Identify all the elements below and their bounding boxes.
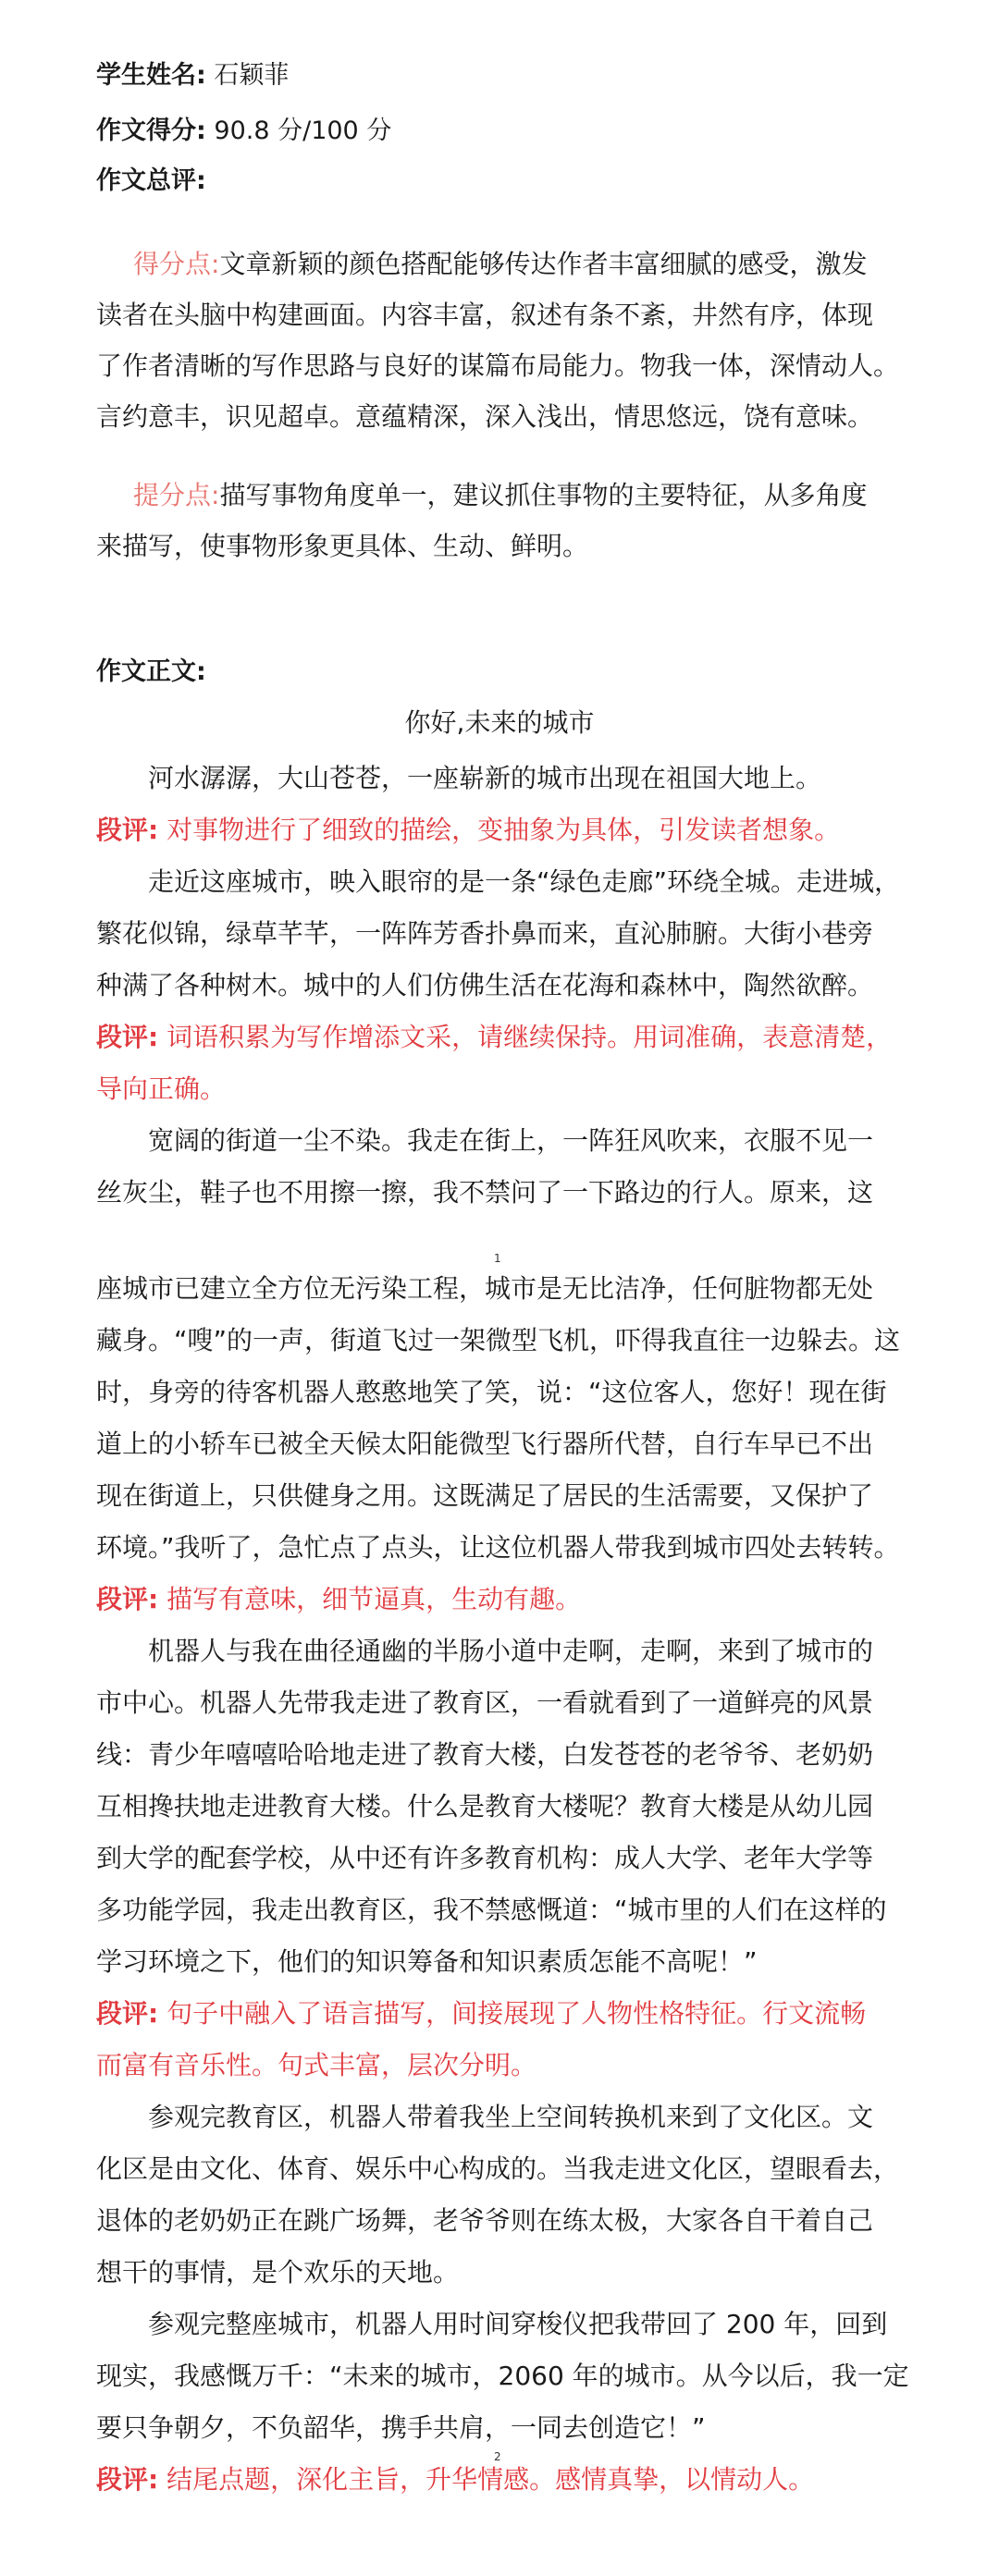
comment-label: 段评: [96,1584,159,1614]
essay-title: 你好,未来的城市 [404,707,595,738]
comment-text: 描写有意味，细节逼真，生动有趣。 [166,1584,582,1614]
essay-body-part2 [96,1263,910,2506]
review-label: 作文总评: [96,166,206,195]
essay-line: 退体的老奶奶正在跳广场舞，老爷爷则在练太极，大家各自干着自己 [96,2205,874,2236]
paragraph-comment [96,1574,910,1625]
improve-paragraph [96,470,910,571]
paragraph-comment [96,1988,910,2040]
strengths-line: 读者在头脑中构建画面。内容丰富，叙述有条不紊，井然有序，体现 [96,300,874,330]
essay-line: 现在街道上，只供健身之用。这既满足了居民的生活需要，又保护了 [96,1480,874,1511]
essay-line: 市中心。机器人先带我走进了教育区，一看就看到了一道鲜亮的风景 [96,1687,874,1718]
comment-label: 段评: [96,2464,159,2495]
comment-text: 句子中融入了语言描写，间接展现了人物性格特征。行文流畅 [166,1998,867,2029]
essay-line: 参观完整座城市，机器人用时间穿梭仪把我带回了 200 年，回到 [96,2309,888,2339]
page-number: 2 [494,2450,501,2463]
comment-text: 对事物进行了细致的描绘，变抽象为具体，引发读者想象。 [166,815,841,845]
comment-label: 段评: [96,1022,159,1052]
comment-label: 段评: [96,1998,159,2029]
student-name-value: 石颖菲 [214,61,290,90]
essay-line: 道上的小轿车已被全天候太阳能微型飞行器所代替，自行车早已不出 [96,1429,874,1459]
strengths-text: 文章新颖的颜色搭配能够传达作者丰富细腻的感受，激发 [219,249,868,279]
essay-line: 座城市已建立全方位无污染工程，城市是无比洁净，任何脏物都无处 [96,1273,874,1304]
essay-line: 到大学的配套学校，从中还有许多教育机构：成人大学、老年大学等 [96,1843,874,1873]
student-name-label: 学生姓名: [96,61,206,90]
strengths-paragraph [96,239,910,442]
paragraph-comment [96,2454,910,2506]
student-name-row [96,57,289,94]
page-number: 1 [494,1252,501,1265]
strengths-line: 言约意丰，识见超卓。意蕴精深，深入浅出，情思悠远，饶有意味。 [96,401,874,432]
essay-line: 丝灰尘，鞋子也不用擦一擦，我不禁问了一下路边的行人。原来，这 [96,1177,874,1208]
essay-line: 互相搀扶地走进教育大楼。什么是教育大楼呢？教育大楼是从幼儿园 [96,1791,874,1822]
essay-line: 参观完教育区，机器人带着我坐上空间转换机来到了文化区。文 [96,2102,874,2132]
essay-label: 作文正文: [96,657,206,686]
score-label: 作文得分: [96,117,206,145]
review-heading [96,163,206,200]
comment-continuation: 导向正确。 [96,1073,227,1104]
essay-line: 要只争朝夕，不负韶华，携手共肩，一同去创造它！” [96,2412,706,2443]
improve-line [96,470,910,521]
essay-line: 繁花似锦，绿草芊芊，一阵阵芳香扑鼻而来，直沁肺腑。大街小巷旁 [96,918,874,949]
improve-label: 提分点: [133,480,220,510]
essay-heading [96,654,206,691]
essay-line: 机器人与我在曲径通幽的半肠小道中走啊，走啊，来到了城市的 [96,1636,874,1666]
essay-line: 现实，我感慨万千：“未来的城市，2060 年的城市。从今以后，我一定 [96,2361,909,2391]
essay-line: 宽阔的街道一尘不染。我走在街上，一阵狂风吹来，衣服不见一 [96,1125,874,1156]
essay-line: 藏身。“嗖”的一声，街道飞过一架微型飞机，吓得我直往一边躲去。这 [96,1325,901,1355]
strengths-line [96,239,910,289]
essay-line: 环境。”我听了，急忙点了点头，让这位机器人带我到城市四处去转转。 [96,1532,900,1563]
comment-text: 词语积累为写作增添文采，请继续保持。用词准确，表意清楚， [166,1022,893,1052]
score-value: 90.8 分/100 分 [214,117,392,145]
essay-line: 想干的事情，是个欢乐的天地。 [96,2257,460,2288]
essay-line: 化区是由文化、体育、娱乐中心构成的。当我走进文化区，望眼看去， [96,2153,900,2184]
comment-continuation: 而富有音乐性。句式丰富，层次分明。 [96,2050,537,2080]
paragraph-comment [96,1012,910,1063]
score-row [96,113,391,150]
essay-line: 种满了各种树木。城中的人们仿佛生活在花海和森林中，陶然欲醉。 [96,970,874,1000]
essay-body-part1 [96,753,910,1219]
strengths-line: 了作者清晰的写作思路与良好的谋篇布局能力。物我一体，深情动人。 [96,350,900,381]
essay-line: 线：青少年嘻嘻哈哈地走进了教育大楼，白发苍苍的老爷爷、老奶奶 [96,1739,874,1770]
improve-text: 描写事物角度单一，建议抓住事物的主要特征，从多角度 [219,480,868,510]
comment-label: 段评: [96,815,159,845]
strengths-label: 得分点: [133,249,220,279]
improve-line: 来描写，使事物形象更具体、生动、鲜明。 [96,531,589,561]
comment-text: 结尾点题，深化主旨，升华情感。感情真挚，以情动人。 [166,2464,815,2495]
essay-line: 走近这座城市，映入眼帘的是一条“绿色走廊”环绕全城。走进城， [96,866,901,897]
essay-line: 时，身旁的待客机器人憨憨地笑了笑，说：“这位客人，您好！现在街 [96,1377,887,1407]
essay-line: 河水潺潺，大山苍苍，一座崭新的城市出现在祖国大地上。 [96,763,822,793]
essay-line: 学习环境之下，他们的知识筹备和知识素质怎能不高呢！” [96,1946,758,1977]
essay-line: 多功能学园，我走出教育区，我不禁感慨道：“城市里的人们在这样的 [96,1895,887,1925]
paragraph-comment [96,804,910,856]
